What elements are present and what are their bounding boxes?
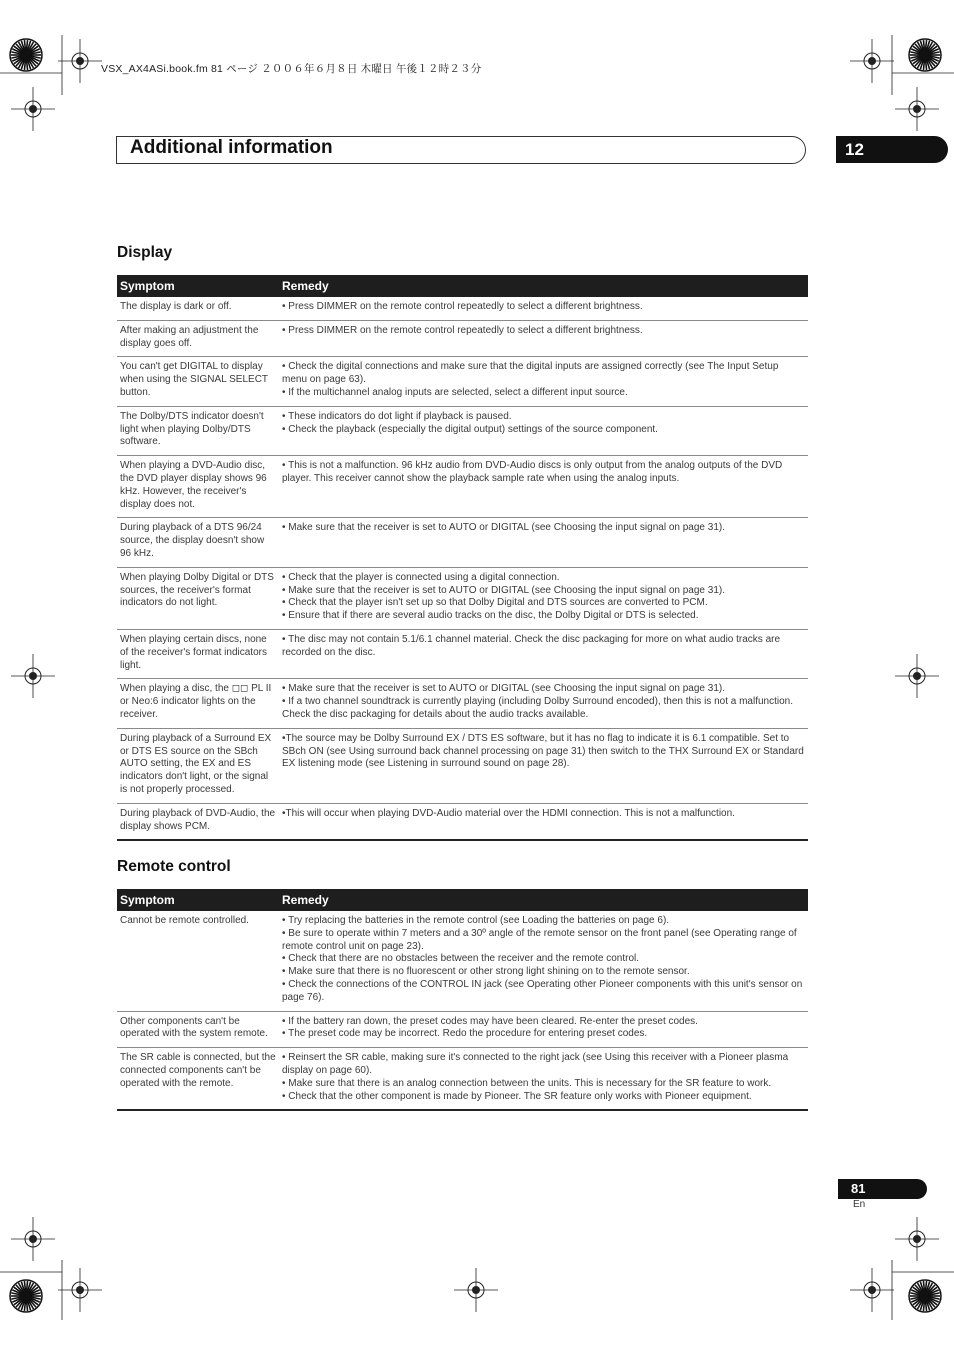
remedy-item: • Check the playback (especially the digital output) settings of the source component.	[282, 423, 658, 435]
remedy-item: •This will occur when playing DVD-Audio material over the HDMI connection. This is not a malfunction.	[282, 807, 735, 819]
crosshair-dot	[76, 1286, 84, 1294]
remedy-item: • The preset code may be incorrect. Redo the procedure for entering preset codes.	[282, 1028, 648, 1040]
remedy-cell	[279, 629, 808, 678]
remedy-item: • Check that the player isn't set up so that Dolby Digital and DTS sources are converted to PCM.	[282, 597, 708, 609]
remedy-cell	[279, 1048, 808, 1111]
table-row	[117, 629, 808, 678]
display-table-body	[117, 297, 808, 840]
crosshair-dot	[868, 57, 876, 65]
registration-wheel-hub	[921, 51, 929, 59]
remedy-cell	[279, 728, 808, 803]
symptom-cell: When playing Dolby Digital or DTS sources, the receiver's format indicators do not light.	[117, 567, 279, 629]
table-row	[117, 1011, 808, 1048]
table-row	[117, 320, 808, 357]
remedy-item: • Check that the player is connected using a digital connection.	[282, 571, 560, 583]
remedy-cell	[279, 456, 808, 518]
symptom-cell: The Dolby/DTS indicator doesn't light when playing Dolby/DTS software.	[117, 406, 279, 455]
symptom-cell: After making an adjustment the display goes off.	[117, 320, 279, 357]
remote-section-title: Remote control	[117, 858, 231, 875]
table-row	[117, 297, 808, 320]
remedy-cell	[279, 518, 808, 567]
page-number: 81	[851, 1181, 866, 1196]
remedy-cell	[279, 297, 808, 320]
registration-wheel-hub	[22, 1292, 30, 1300]
remedy-cell	[279, 406, 808, 455]
symptom-cell: When playing a DVD-Audio disc, the DVD player display shows 96 kHz. However, the receiver's display does not.	[117, 456, 279, 518]
remedy-item: • Press DIMMER on the remote control repeatedly to select a different brightness.	[282, 324, 643, 336]
chapter-number-badge	[836, 136, 948, 163]
remedy-item: • Check that there are no obstacles between the receiver and the remote control.	[282, 953, 640, 965]
table-row	[117, 406, 808, 455]
display-section-title: Display	[117, 244, 173, 261]
display-troubleshooting-table	[117, 275, 808, 841]
table-row	[117, 456, 808, 518]
chapter-title: Additional information	[130, 137, 333, 158]
chapter-number: 12	[845, 140, 864, 159]
page-number-badge	[838, 1179, 927, 1199]
remote-table-body	[117, 911, 808, 1110]
remedy-item: • If the battery ran down, the preset codes may have been cleared. Re-enter the preset codes.	[282, 1015, 698, 1027]
crosshair-dot	[29, 105, 37, 113]
symptom-header: Symptom	[117, 275, 279, 297]
crosshair-dot	[868, 1286, 876, 1294]
crosshair-dot	[913, 672, 921, 680]
remedy-cell	[279, 1011, 808, 1048]
remedy-item: • This is not a malfunction. 96 kHz audio from DVD-Audio discs is only output from the analog outputs of the DVD player. This receiver cannot show the playback sample rate when using the analog inputs.	[282, 460, 783, 484]
remedy-item: • If a two channel soundtrack is currently playing (including Dolby Surround encoded), then this is not a malfunction. Check the disc packaging for details about the audio tracks available.	[282, 696, 794, 720]
remedy-item: •The source may be Dolby Surround EX / DTS ES software, but it has no flag to indicate it is 6.1 compatible. Set to SBch ON (see Using surround back channel processing on page 31) then switch to the THX Surround EX or Standard EX listening mode (see Listening in surround sound on page 28).	[282, 732, 804, 770]
symptom-cell: Other components can't be operated with the system remote.	[117, 1011, 279, 1048]
remedy-cell	[279, 320, 808, 357]
remedy-item: • Reinsert the SR cable, making sure it's connected to the right jack (see Using this receiver with a Pioneer plasma display on page 60).	[282, 1052, 789, 1076]
remedy-item: • Make sure that there is an analog connection between the units. This is necessary for the SR feature to work.	[282, 1077, 772, 1089]
table-row	[117, 728, 808, 803]
registration-wheel-hub	[921, 1292, 929, 1300]
table-row	[117, 911, 808, 1011]
table-row	[117, 357, 808, 406]
table-row	[117, 803, 808, 840]
remedy-header: Remedy	[279, 275, 808, 297]
crosshair-dot	[76, 57, 84, 65]
remedy-item: • The disc may not contain 5.1/6.1 channel material. Check the disc packaging for more on what audio tracks are recorded on the disc.	[282, 633, 781, 658]
table-row	[117, 1048, 808, 1111]
symptom-cell: During playback of a DTS 96/24 source, the display doesn't show 96 kHz.	[117, 518, 279, 567]
symptom-cell: When playing certain discs, none of the receiver's format indicators light.	[117, 629, 279, 678]
table-row	[117, 679, 808, 728]
remedy-cell	[279, 911, 808, 1011]
remedy-item: • Make sure that the receiver is set to AUTO or DIGITAL (see Choosing the input signal on page 31).	[282, 584, 725, 596]
symptom-cell: During playback of DVD-Audio, the display shows PCM.	[117, 803, 279, 840]
remedy-item: • Check the digital connections and make sure that the digital inputs are assigned correctly (see The Input Setup menu on page 63).	[282, 361, 779, 386]
table-row	[117, 518, 808, 567]
remedy-cell	[279, 357, 808, 406]
symptom-cell: The SR cable is connected, but the connected components can't be operated with the remote.	[117, 1048, 279, 1111]
remedy-cell	[279, 679, 808, 728]
remedy-item: • Make sure that the receiver is set to AUTO or DIGITAL (see Choosing the input signal on page 31).	[282, 522, 725, 534]
remote-troubleshooting-table	[117, 889, 808, 1111]
remedy-item: • Make sure that the receiver is set to AUTO or DIGITAL (see Choosing the input signal on page 31).	[282, 683, 725, 695]
registration-wheel-hub	[22, 51, 30, 59]
table-row	[117, 567, 808, 629]
symptom-header: Symptom	[117, 889, 279, 911]
remedy-item: • These indicators do dot light if playback is paused.	[282, 410, 512, 422]
remedy-item: • Check that the other component is made by Pioneer. The SR feature only works with Pioneer equipment.	[282, 1090, 752, 1102]
remedy-item: • Press DIMMER on the remote control repeatedly to select a different brightness.	[282, 301, 643, 312]
remedy-cell	[279, 803, 808, 840]
remedy-item: • Make sure that there is no fluorescent or other strong light shining on to the remote sensor.	[282, 966, 690, 978]
symptom-cell: Cannot be remote controlled.	[117, 911, 279, 1011]
symptom-cell: The display is dark or off.	[117, 297, 279, 320]
symptom-cell: When playing a disc, the ◻◻ PL II or Neo:6 indicator lights on the receiver.	[117, 679, 279, 728]
symptom-cell: During playback of a Surround EX or DTS ES source on the SBch AUTO setting, the EX and ES indicators don't light, or the signal is not properly processed.	[117, 728, 279, 803]
remedy-header: Remedy	[279, 889, 808, 911]
print-header: VSX_AX4ASi.book.fm 81 ページ ２００６年６月８日 木曜日 午後１２時２３分	[101, 63, 482, 75]
remedy-item: • If the multichannel analog inputs are selected, select a different input source.	[282, 386, 628, 398]
page-language: En	[853, 1199, 866, 1210]
symptom-cell: You can't get DIGITAL to display when using the SIGNAL SELECT button.	[117, 357, 279, 406]
remedy-item: • Ensure that if there are several audio tracks on the disc, the Dolby Digital or DTS is selected.	[282, 610, 699, 622]
remedy-item: • Check the connections of the CONTROL IN jack (see Operating other Pioneer components with this unit's sensor on page 76).	[282, 978, 803, 1003]
remedy-cell	[279, 567, 808, 629]
crosshair-dot	[913, 105, 921, 113]
crosshair-dot	[29, 672, 37, 680]
crosshair-dot	[913, 1235, 921, 1243]
crosshair-dot	[29, 1235, 37, 1243]
remedy-item: • Try replacing the batteries in the remote control (see Loading the batteries on page 6).	[282, 915, 670, 926]
remedy-item: • Be sure to operate within 7 meters and a 30º angle of the remote sensor on the front panel (see Operating range of remote control unit on page 23).	[282, 927, 797, 952]
crosshair-dot	[472, 1286, 480, 1294]
